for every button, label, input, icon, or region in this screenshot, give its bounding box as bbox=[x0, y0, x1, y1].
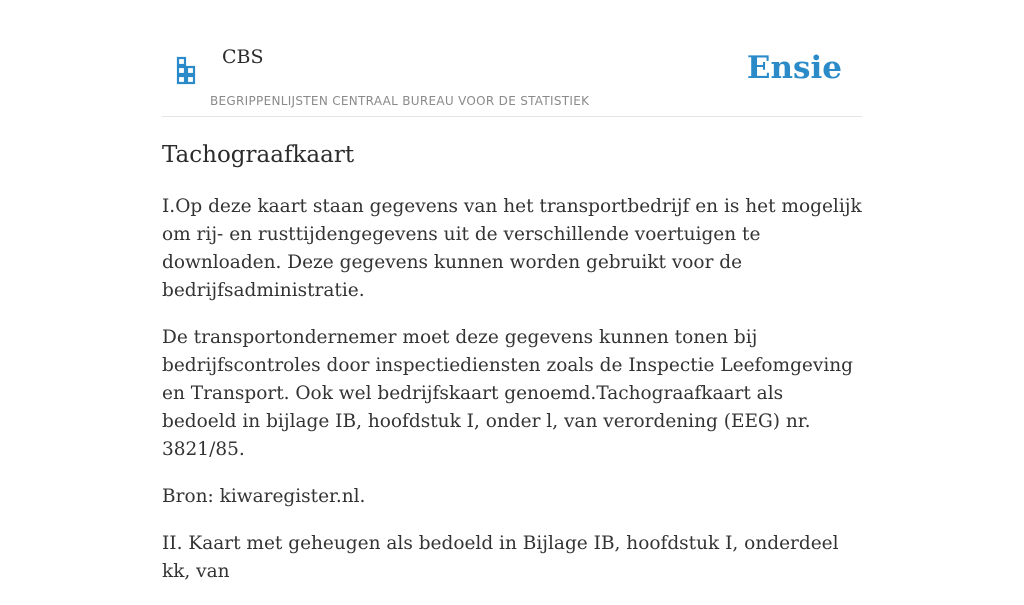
site-header bbox=[162, 0, 862, 117]
header-subtitle: BEGRIPPENLIJSTEN CENTRAAL BUREAU VOOR DE STATISTIEK bbox=[210, 94, 590, 108]
source-line: Bron: kiwaregister.nl. bbox=[162, 486, 366, 507]
article-paragraph: II. Kaart met geheugen als bedoeld in Bijlage IB, hoofdstuk I, onderdeel kk, van bbox=[162, 533, 839, 582]
site-logo-link[interactable]: Ensie bbox=[746, 50, 842, 86]
article-paragraph: De transportondernemer moet deze gegevens kunnen tonen bij bedrijfscontroles door inspectiediensten zoals de Inspectie Leefomgeving en Transport. Ook wel bedrijfskaart genoemd.Tachograafkaart als bedoeld in bijlage IB, hoofdstuk I, onder l, van verordening (EEG) nr. 3821/85. bbox=[162, 327, 854, 460]
page-title: Tachograafkaart bbox=[162, 142, 355, 168]
article bbox=[162, 138, 862, 605]
article-paragraph: I.Op deze kaart staan gegevens van het transportbedrijf en is het mogelijk om rij- en rusttijdengegevens uit de verschillende voertuigen te downloaden. Deze gegevens kunnen worden gebruikt voor de bedrijfsadministratie. bbox=[162, 196, 862, 301]
cbs-logo-icon[interactable] bbox=[174, 56, 198, 86]
brand-name[interactable]: CBS bbox=[222, 46, 264, 68]
